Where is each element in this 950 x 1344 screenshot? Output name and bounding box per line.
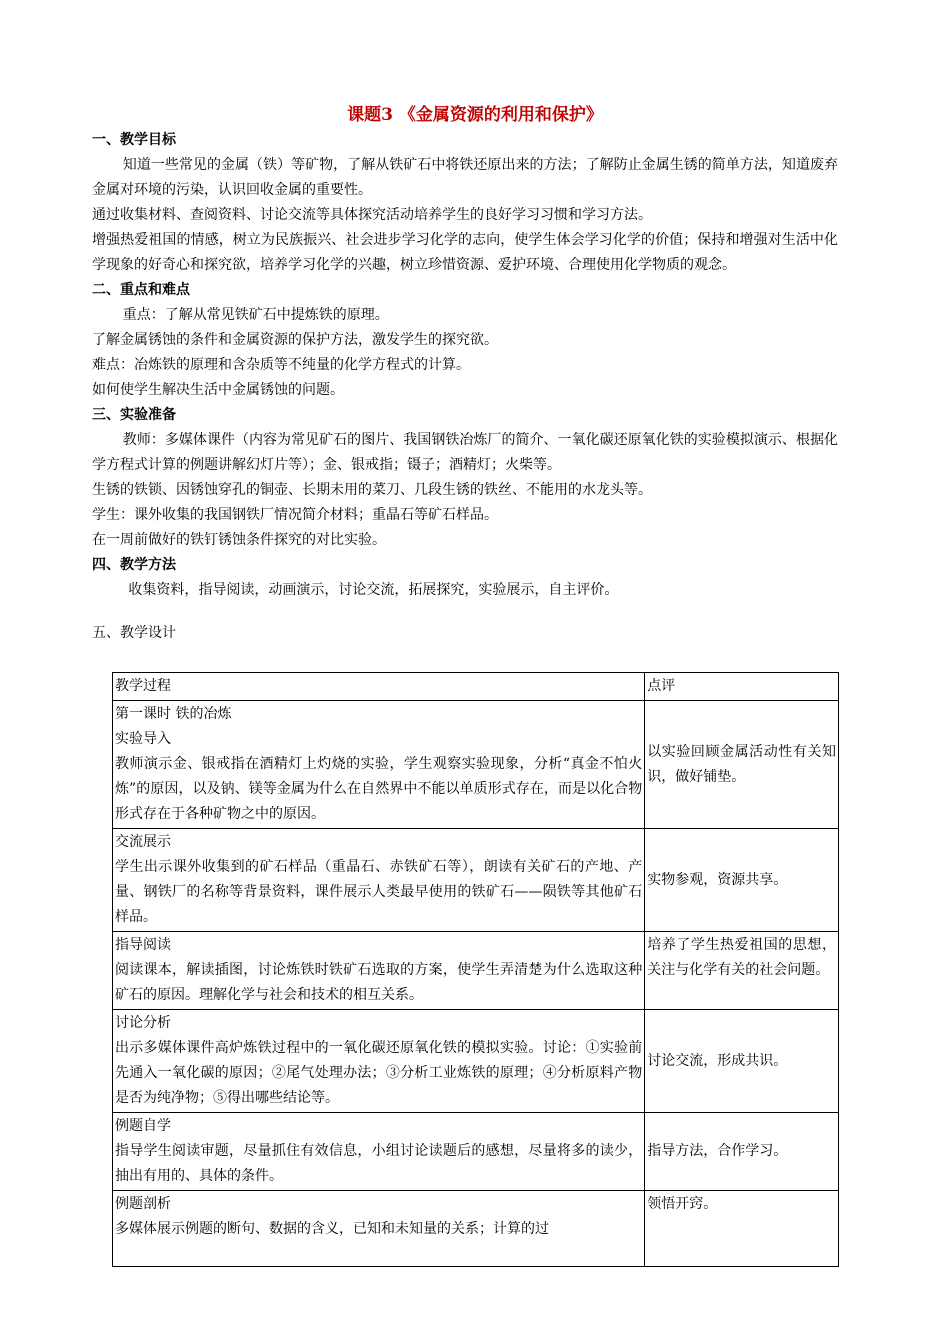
preparation-paragraph: 生锈的铁锁、因锈蚀穿孔的铜壶、长期未用的菜刀、几段生锈的铁丝、不能用的水龙头等。 bbox=[92, 482, 652, 498]
row-text: 教师演示金、银戒指在酒精灯上灼烧的实验，学生观察实验现象，分析“真金不怕火炼”的原因，以及钠、镁等金属为什么在自然界中不能以单质形式存在，而是以化合物形式存在于各种矿物之中的原因。 bbox=[115, 756, 643, 822]
teaching-design-table bbox=[112, 672, 839, 1267]
preparation-paragraph: 学生：课外收集的我国钢铁厂情况简介材料；重晶石等矿石样品。 bbox=[92, 507, 498, 523]
section-heading-objectives: 一、教学目标 bbox=[92, 132, 176, 148]
row-text: 学生出示课外收集到的矿石样品（重晶石、赤铁矿石等），朗读有关矿石的产地、产量、钢铁厂的名称等背景资料，课件展示人类最早使用的铁矿石——陨铁等其他矿石样品。 bbox=[115, 859, 643, 925]
key-points-paragraph: 如何使学生解决生活中金属锈蚀的问题。 bbox=[92, 382, 344, 398]
comment-cell: 讨论交流，形成共识。 bbox=[645, 1010, 839, 1113]
table-row bbox=[113, 701, 839, 829]
methods-paragraph: 收集资料，指导阅读，动画演示，讨论交流，拓展探究，实验展示，自主评价。 bbox=[128, 582, 619, 598]
header-comment: 点评 bbox=[645, 673, 839, 701]
objectives-paragraph: 通过收集材料、查阅资料、讨论交流等具体探究活动培养学生的良好学习习惯和学习方法。 bbox=[92, 207, 652, 223]
process-cell bbox=[113, 701, 645, 829]
key-points-paragraph: 了解金属锈蚀的条件和金属资源的保护方法，激发学生的探究欲。 bbox=[92, 332, 498, 348]
row-title: 交流展示 bbox=[115, 834, 171, 850]
comment-cell: 以实验回顾金属活动性有关知识，做好铺垫。 bbox=[645, 701, 839, 829]
comment-cell: 培养了学生热爱祖国的思想，关注与化学有关的社会问题。 bbox=[645, 932, 839, 1010]
row-text: 指导学生阅读审题，尽量抓住有效信息，小组讨论读题后的感想，尽量将多的读少，抽出有用的、具体的条件。 bbox=[115, 1143, 643, 1184]
row-title: 第一课时 铁的冶炼 bbox=[115, 706, 232, 722]
document-body bbox=[92, 128, 838, 646]
comment-cell: 实物参观，资源共享。 bbox=[645, 829, 839, 932]
preparation-paragraph: 在一周前做好的铁钉锈蚀条件探究的对比实验。 bbox=[92, 532, 386, 548]
process-cell bbox=[113, 829, 645, 932]
process-cell bbox=[113, 1010, 645, 1113]
header-process: 教学过程 bbox=[113, 673, 645, 701]
row-text: 多媒体展示例题的断句、数据的含义，已知和未知量的关系；计算的过 bbox=[115, 1221, 549, 1237]
row-title: 讨论分析 bbox=[115, 1015, 171, 1031]
document-title: 课题3 《金属资源的利用和保护》 bbox=[347, 105, 603, 125]
preparation-paragraph: 教师：多媒体课件（内容为常见矿石的图片、我国钢铁冶炼厂的简介、一氧化碳还原氧化铁的实验模拟演示、根据化学方程式计算的例题讲解幻灯片等）；金、银戒指；镊子；酒精灯；火柴等。 bbox=[92, 432, 838, 473]
table-row bbox=[113, 829, 839, 932]
table-header-row bbox=[113, 673, 839, 701]
table-row bbox=[113, 1010, 839, 1113]
comment-cell: 领悟开窍。 bbox=[645, 1191, 839, 1267]
process-cell bbox=[113, 1191, 645, 1267]
section-heading-design: 五、教学设计 bbox=[92, 625, 176, 641]
key-points-paragraph: 重点：了解从常见铁矿石中提炼铁的原理。 bbox=[122, 307, 389, 323]
key-points-paragraph: 难点：冶炼铁的原理和含杂质等不纯量的化学方程式的计算。 bbox=[92, 357, 470, 373]
row-title: 指导阅读 bbox=[115, 937, 171, 953]
table-row bbox=[113, 932, 839, 1010]
section-heading-preparation: 三、实验准备 bbox=[92, 407, 176, 423]
table-row bbox=[113, 1113, 839, 1191]
comment-cell: 指导方法，合作学习。 bbox=[645, 1113, 839, 1191]
objectives-paragraph: 增强热爱祖国的情感，树立为民族振兴、社会进步学习化学的志向，使学生体会学习化学的价值；保持和增强对生活中化学现象的好奇心和探究欲，培养学习化学的兴趣，树立珍惜资源、爱护环境、合理使用化学物质的观念。 bbox=[92, 232, 838, 273]
objectives-paragraph: 知道一些常见的金属（铁）等矿物，了解从铁矿石中将铁还原出来的方法；了解防止金属生锈的简单方法，知道废弃金属对环境的污染，认识回收金属的重要性。 bbox=[92, 157, 838, 198]
row-title: 例题剖析 bbox=[115, 1196, 171, 1212]
row-title: 例题自学 bbox=[115, 1118, 171, 1134]
row-text: 阅读课本，解读插图，讨论炼铁时铁矿石选取的方案，使学生弄清楚为什么选取这种矿石的原因。理解化学与社会和技术的相互关系。 bbox=[115, 962, 643, 1003]
table-row bbox=[113, 1191, 839, 1267]
row-text: 出示多媒体课件高炉炼铁过程中的一氧化碳还原氧化铁的模拟实验。讨论：①实验前先通入一氧化碳的原因；②尾气处理办法；③分析工业炼铁的原理；④分析原料产物是否为纯净物；⑤得出哪些结论等。 bbox=[115, 1040, 643, 1106]
process-cell bbox=[113, 1113, 645, 1191]
section-heading-key-points: 二、重点和难点 bbox=[92, 282, 190, 298]
process-cell bbox=[113, 932, 645, 1010]
row-subtitle: 实验导入 bbox=[115, 731, 171, 747]
section-heading-methods: 四、教学方法 bbox=[92, 557, 176, 573]
